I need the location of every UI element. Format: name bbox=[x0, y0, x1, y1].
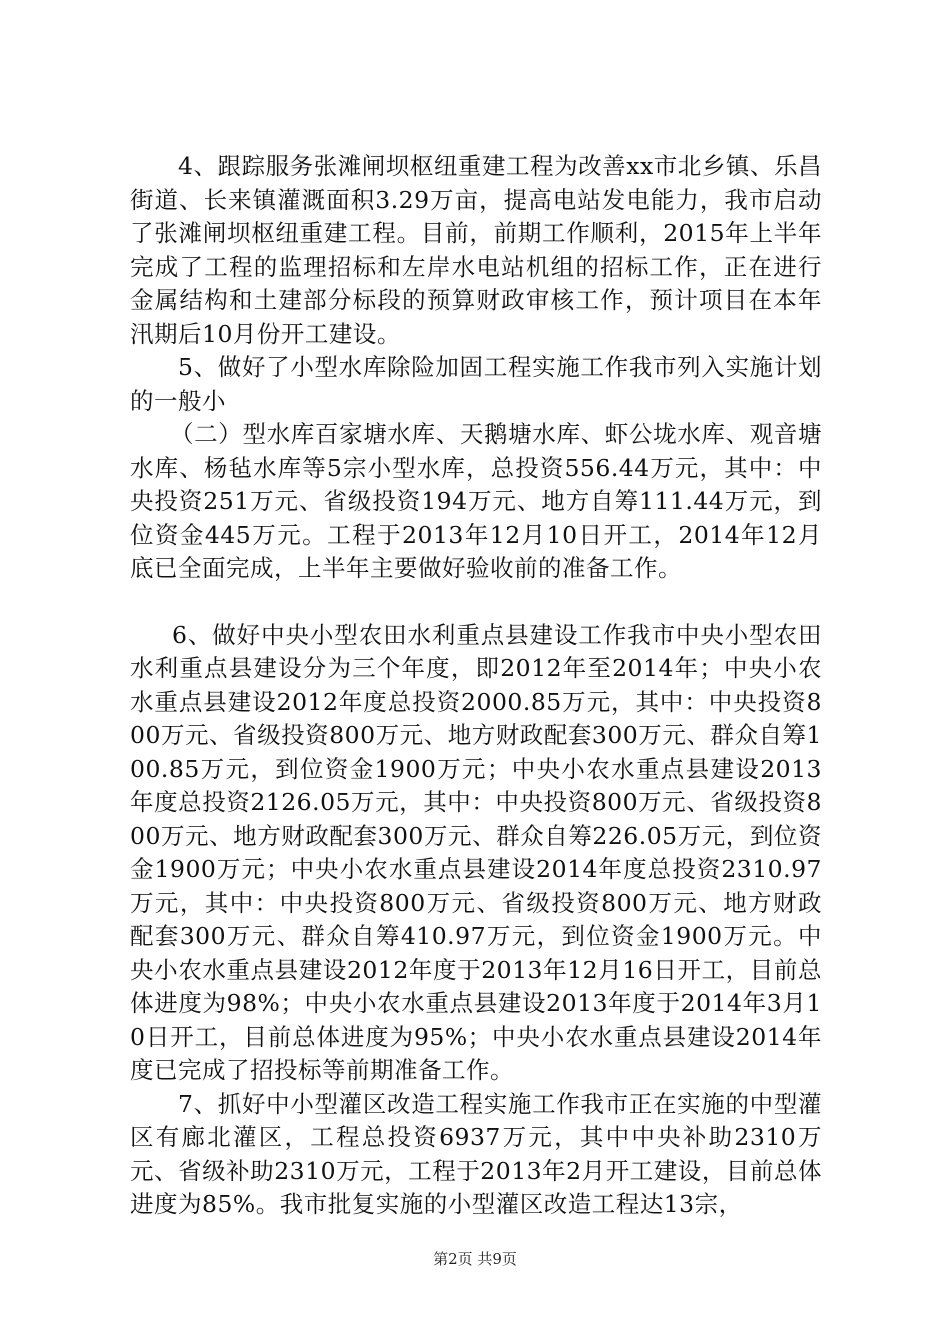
paragraph-item-6: 6、做好中央小型农田水利重点县建设工作我市中央小型农田水利重点县建设分为三个年度，即2012年至2014年；中央小农水重点县建设2012年度总投资2000.85万元，其中：中央投资800万元、省级投资800万元、地方财政配套300万元、群众自筹100.85万元，到位资金1900万元；中央小农水重点县建设2013年度总投资2126.05万元，其中：中央投资800万元、省级投资800万元、地方财政配套300万元、群众自筹226.05万元，到位资金1900万元；中央小农水重点县建设2014年度总投资2310.97万元，其中：中央投资800万元、省级投资800万元、地方财政配套300万元、群众自筹410.97万元，到位资金1900万元。中央小农水重点县建设2012年度于2013年12月16日开工，目前总体进度为98%；中央小农水重点县建设2013年度于2014年3月10日开工，目前总体进度为95%；中央小农水重点县建设2014年度已完成了招投标等前期准备工作。 bbox=[130, 620, 822, 1084]
paragraph-item-4: 4、跟踪服务张滩闸坝枢纽重建工程为改善xx市北乡镇、乐昌街道、长来镇灌溉面积3.29万亩，提高电站发电能力，我市启动了张滩闸坝枢纽重建工程。目前，前期工作顺利，2015年上半年完成了工程的监理招标和左岸水电站机组的招标工作，正在进行金属结构和土建部分标段的预算财政审核工作，预计项目在本年汛期后10月份开工建设。 bbox=[130, 152, 822, 348]
document-body bbox=[130, 150, 822, 1222]
paragraph-item-7: 7、抓好中小型灌区改造工程实施工作我市正在实施的中型灌区有廊北灌区，工程总投资6937万元，其中中央补助2310万元、省级补助2310万元，工程于2013年2月开工建设，目前总体进度为85%。我市批复实施的小型灌区改造工程达13宗， bbox=[130, 1089, 822, 1218]
paragraph-section-2: （二）型水库百家塘水库、天鹅塘水库、虾公垅水库、观音塘水库、杨毡水库等5宗小型水库，总投资556.44万元，其中：中央投资251万元、省级投资194万元、地方自筹111.44万元，到位资金445万元。工程于2013年12月10日开工，2014年12月底已全面完成，上半年主要做好验收前的准备工作。 bbox=[130, 420, 822, 582]
page-footer bbox=[0, 1248, 950, 1269]
paragraph-item-5: 5、做好了小型水库除险加固工程实施工作我市列入实施计划的一般小 bbox=[130, 353, 822, 415]
page-number-label: 第2页 共9页 bbox=[433, 1250, 517, 1268]
